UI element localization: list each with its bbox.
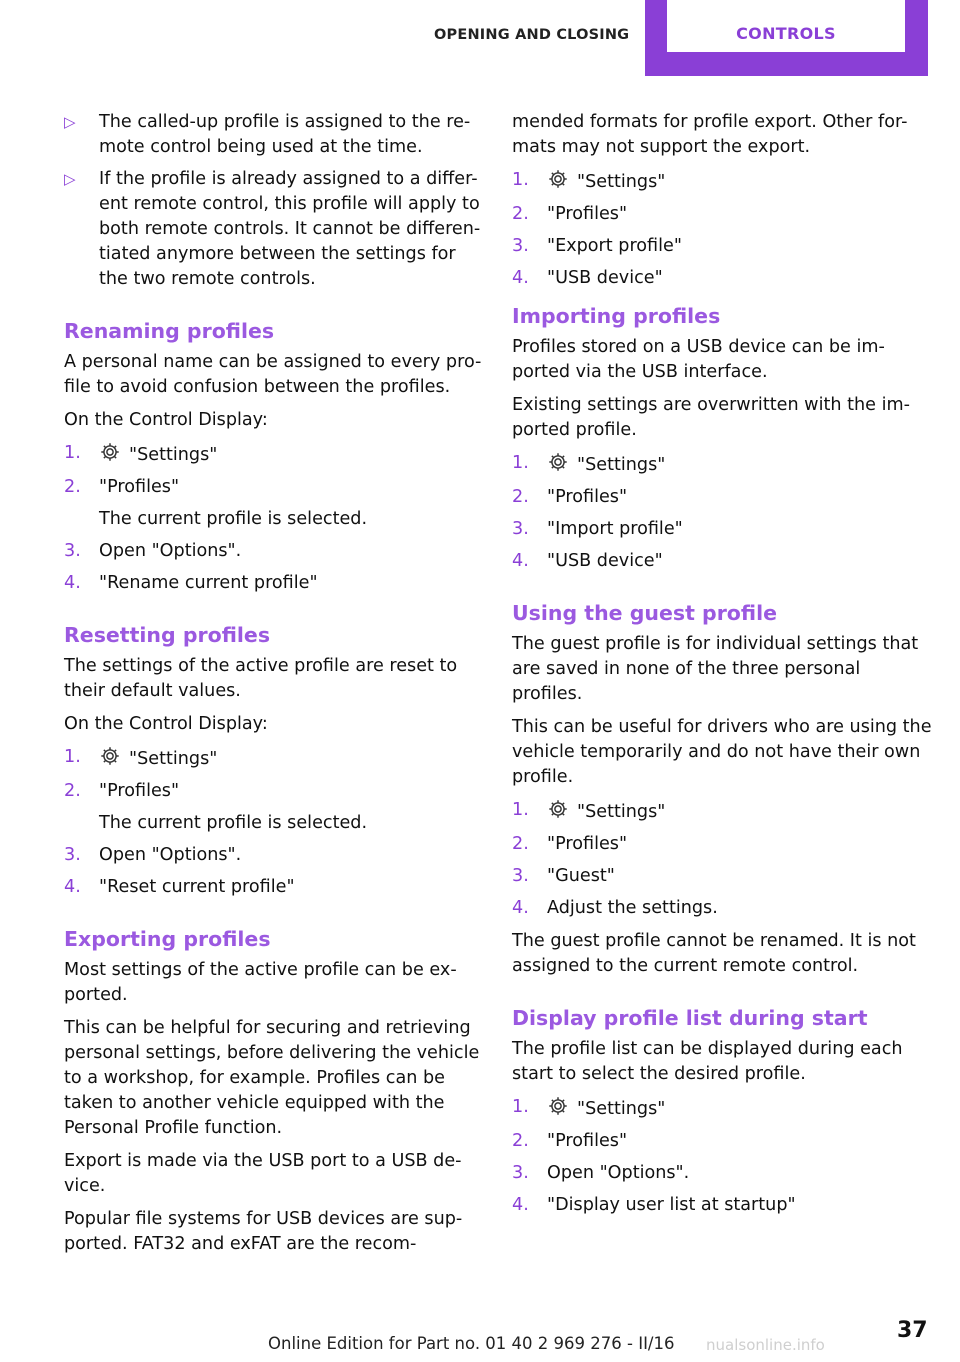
step-text: "Settings": [577, 172, 666, 192]
step-item: [512, 864, 932, 889]
step-item: [64, 779, 484, 836]
step-text: "USB device": [547, 551, 663, 571]
step-number: 4.: [512, 898, 529, 918]
gear-icon: [547, 1095, 569, 1117]
step-list: [64, 441, 484, 596]
right-column: [512, 110, 932, 1226]
paragraph: The guest profile cannot be renamed. It is not assigned to the current remote control.: [512, 931, 916, 976]
step-list: [64, 745, 484, 900]
step-note: The current profile is selected.: [99, 813, 368, 833]
step-item: [64, 441, 484, 468]
step-text: "Import profile": [547, 519, 683, 539]
step-number: 2.: [512, 204, 529, 224]
bullet-item: [64, 110, 484, 160]
step-number: 4.: [512, 551, 529, 571]
step-item: [512, 1193, 932, 1218]
gear-icon: [99, 441, 121, 463]
step-number: 3.: [64, 845, 81, 865]
step-number: 1.: [512, 800, 529, 820]
step-item: [512, 832, 932, 857]
step-number: 3.: [512, 866, 529, 886]
step-item: [512, 1095, 932, 1122]
step-number: 2.: [512, 487, 529, 507]
bullet-text: The called-up profile is assigned to the re-mote control being used at the time.: [99, 112, 471, 157]
step-number: 4.: [64, 573, 81, 593]
step-text: "Settings": [577, 802, 666, 822]
section-title: OPENING AND CLOSING: [434, 27, 630, 43]
paragraph: Popular file systems for USB devices are sup-ported. FAT32 and exFAT are the recom-: [64, 1209, 463, 1254]
step-item: [64, 475, 484, 532]
gear-icon: [99, 745, 121, 767]
step-text: "Rename current profile": [99, 573, 318, 593]
step-text: "Settings": [577, 1099, 666, 1119]
step-item: [512, 168, 932, 195]
step-text: Adjust the settings.: [547, 898, 718, 918]
step-text: "Settings": [577, 455, 666, 475]
step-number: 3.: [64, 541, 81, 561]
step-list: [512, 451, 932, 574]
step-text: "Profiles": [99, 781, 180, 801]
step-text: Open "Options".: [99, 845, 242, 865]
step-text: "Guest": [547, 866, 615, 886]
step-item: [512, 266, 932, 291]
step-item: [512, 1161, 932, 1186]
paragraph: On the Control Display:: [64, 410, 268, 430]
step-text: Open "Options".: [99, 541, 242, 561]
section-heading: Importing profiles: [512, 304, 721, 328]
step-number: 1.: [512, 453, 529, 473]
step-number: 4.: [512, 268, 529, 288]
step-number: 3.: [512, 1163, 529, 1183]
left-column: [64, 110, 484, 1265]
step-item: [64, 539, 484, 564]
footer-edition: Online Edition for Part no. 01 40 2 969 276 - II/16: [268, 1334, 675, 1353]
step-item: [512, 202, 932, 227]
section-heading: Exporting profiles: [64, 927, 271, 951]
step-text: "Settings": [129, 445, 218, 465]
gear-icon: [547, 168, 569, 190]
paragraph: Profiles stored on a USB device can be im-ported via the USB interface.: [512, 337, 885, 382]
gear-icon: [547, 798, 569, 820]
step-number: 2.: [64, 477, 81, 497]
step-number: 4.: [64, 877, 81, 897]
paragraph: This can be useful for drivers who are using the vehicle temporarily and do not have their own profile.: [512, 717, 932, 787]
section-heading: Renaming profiles: [64, 319, 275, 343]
paragraph: mended formats for profile export. Other for-mats may not support the export.: [512, 112, 908, 157]
step-text: "Settings": [129, 749, 218, 769]
paragraph: The settings of the active profile are reset to their default values.: [64, 656, 458, 701]
step-text: "Profiles": [547, 204, 628, 224]
step-item: [512, 896, 932, 921]
paragraph: This can be helpful for securing and retrieving personal settings, before delivering the vehicle to a workshop, for example. Profiles can be taken to another vehicle equipped with the Personal Profile function.: [64, 1018, 480, 1138]
step-number: 2.: [64, 781, 81, 801]
chapter-tab: [645, 0, 928, 76]
step-list: [512, 1095, 932, 1218]
step-text: "Profiles": [99, 477, 180, 497]
page-header: [0, 0, 960, 78]
step-item: [64, 571, 484, 596]
step-number: 2.: [512, 1131, 529, 1151]
step-item: [512, 451, 932, 478]
step-number: 3.: [512, 519, 529, 539]
step-number: 1.: [64, 747, 81, 767]
step-item: [512, 549, 932, 574]
bullet-list: [64, 110, 484, 292]
paragraph: A personal name can be assigned to every pro-file to avoid confusion between the profiles.: [64, 352, 482, 397]
section-heading: Using the guest profile: [512, 601, 778, 625]
paragraph: Most settings of the active profile can be ex-ported.: [64, 960, 457, 1005]
step-text: "USB device": [547, 268, 663, 288]
step-number: 1.: [512, 170, 529, 190]
page-number: 37: [897, 1318, 928, 1343]
chapter-tab-label: CONTROLS: [736, 24, 836, 43]
step-text: "Display user list at startup": [547, 1195, 796, 1215]
step-item: [64, 875, 484, 900]
step-text: "Export profile": [547, 236, 682, 256]
step-list: [512, 168, 932, 291]
step-item: [512, 485, 932, 510]
step-item: [64, 745, 484, 772]
section-heading: Resetting profiles: [64, 623, 271, 647]
step-number: 1.: [512, 1097, 529, 1117]
bullet-item: [64, 167, 484, 292]
paragraph: Existing settings are overwritten with the im-ported profile.: [512, 395, 910, 440]
paragraph: The guest profile is for individual settings that are saved in none of the three personal profiles.: [512, 634, 919, 704]
step-text: "Profiles": [547, 487, 628, 507]
paragraph: Export is made via the USB port to a USB de-vice.: [64, 1151, 462, 1196]
step-text: "Reset current profile": [99, 877, 295, 897]
step-number: 3.: [512, 236, 529, 256]
step-text: "Profiles": [547, 834, 628, 854]
step-number: 2.: [512, 834, 529, 854]
step-item: [512, 234, 932, 259]
step-item: [512, 517, 932, 542]
watermark: nualsonline.info: [706, 1336, 825, 1354]
step-item: [512, 1129, 932, 1154]
step-number: 4.: [512, 1195, 529, 1215]
step-number: 1.: [64, 443, 81, 463]
step-list: [512, 798, 932, 921]
paragraph: On the Control Display:: [64, 714, 268, 734]
step-text: Open "Options".: [547, 1163, 690, 1183]
step-note: The current profile is selected.: [99, 509, 368, 529]
step-item: [64, 843, 484, 868]
bullet-text: If the profile is already assigned to a differ-ent remote control, this profile will apply to both remote controls. It cannot be differen-tiated anymore between the settings for the two remote controls.: [99, 169, 481, 289]
step-text: "Profiles": [547, 1131, 628, 1151]
section-heading: Display profile list during start: [512, 1006, 868, 1030]
triangle-bullet-icon: ▷: [64, 113, 76, 131]
triangle-bullet-icon: ▷: [64, 170, 76, 188]
gear-icon: [547, 451, 569, 473]
paragraph: The profile list can be displayed during each start to select the desired profile.: [512, 1039, 903, 1084]
step-item: [512, 798, 932, 825]
